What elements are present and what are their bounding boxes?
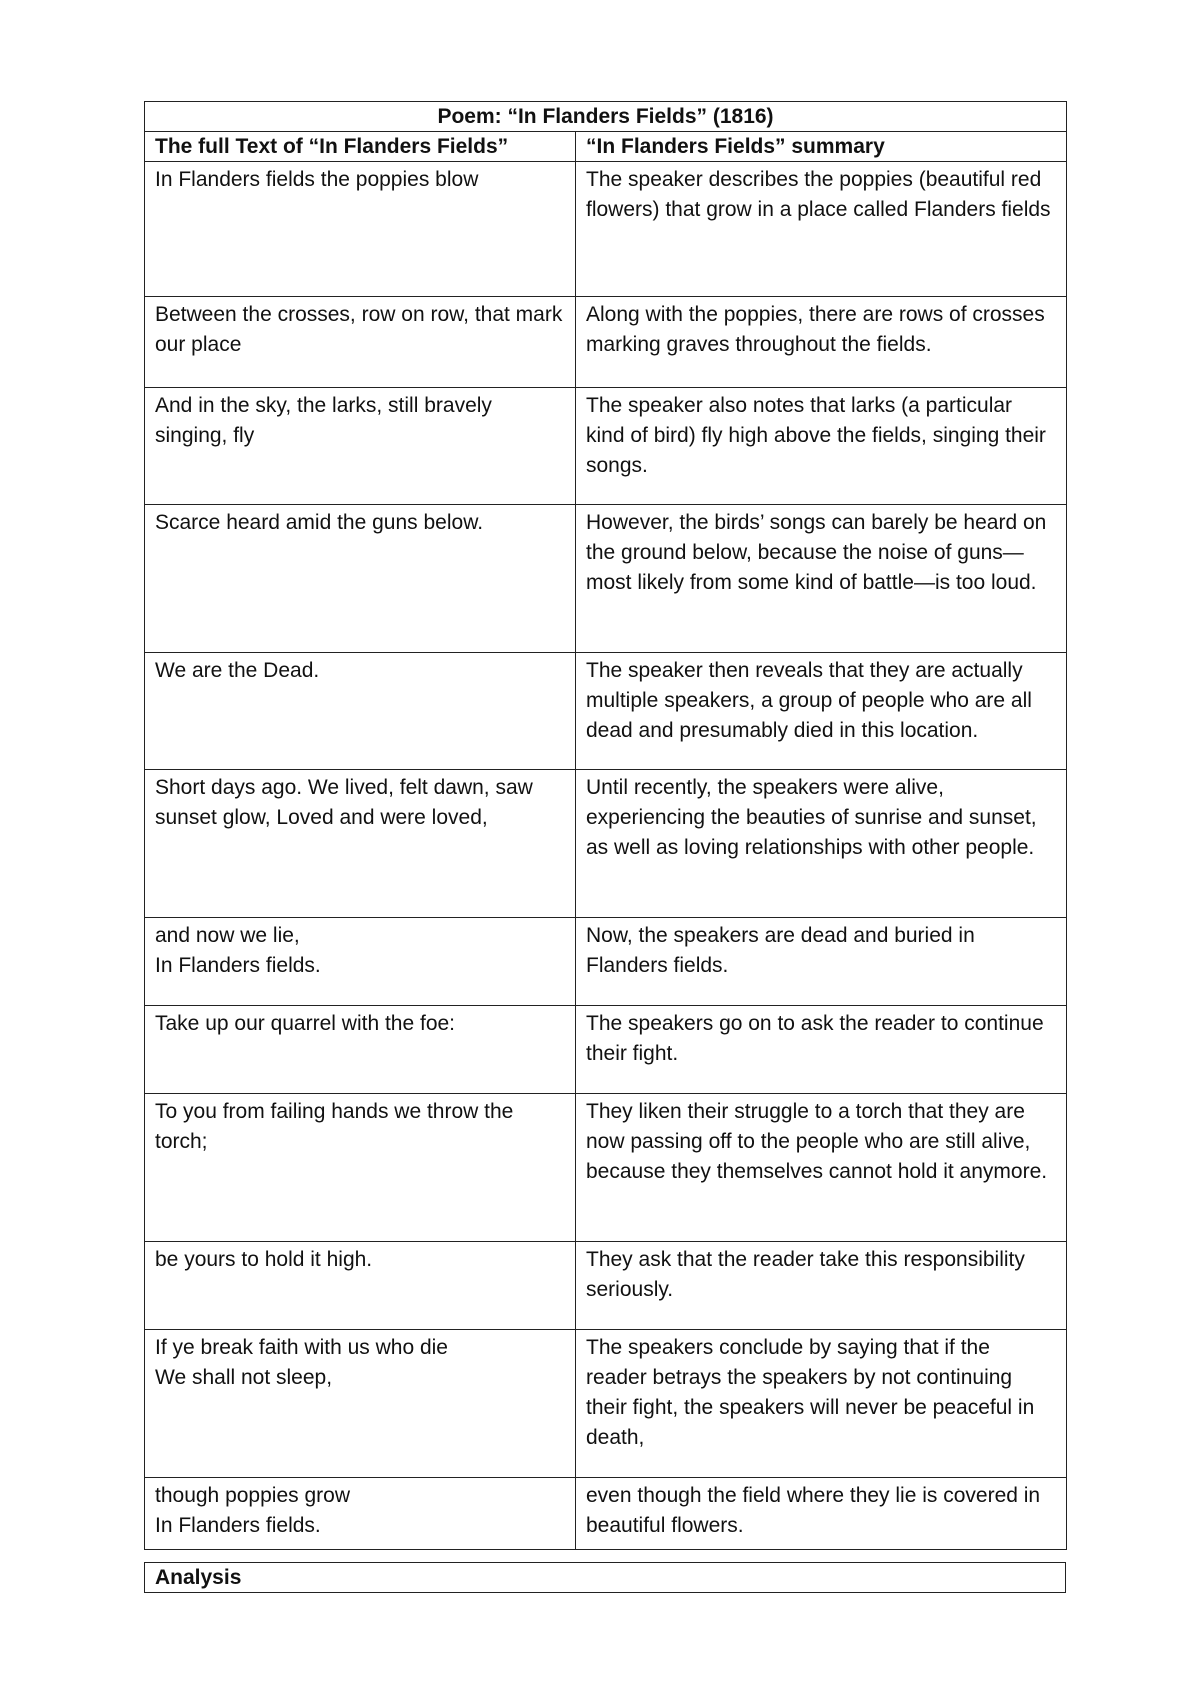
table-row [145,653,1067,770]
poem-line-cell: Short days ago. We lived, felt dawn, saw sunset glow, Loved and were loved, [145,770,576,918]
table-row [145,1330,1067,1478]
poem-line-cell: And in the sky, the larks, still bravely singing, fly [145,388,576,505]
summary-cell: The speaker then reveals that they are actually multiple speakers, a group of people who are all dead and presumably died in this location. [576,653,1067,770]
poem-summary-table [144,101,1067,1550]
poem-line-cell: In Flanders fields the poppies blow [145,162,576,297]
poem-line-cell: though poppies grow In Flanders fields. [145,1478,576,1550]
table-row [145,1478,1067,1550]
summary-cell: The speakers go on to ask the reader to continue their fight. [576,1006,1067,1094]
table-row [145,1094,1067,1242]
table-header-row [145,132,1067,162]
table-row [145,1242,1067,1330]
table-row [145,918,1067,1006]
poem-line-cell: and now we lie, In Flanders fields. [145,918,576,1006]
poem-line-cell: To you from failing hands we throw the torch; [145,1094,576,1242]
table-row [145,162,1067,297]
poem-line-cell: We are the Dead. [145,653,576,770]
poem-line-cell: If ye break faith with us who die We shall not sleep, [145,1330,576,1478]
summary-cell: The speakers conclude by saying that if the reader betrays the speakers by not continuing their fight, the speakers will never be peaceful in death, [576,1330,1067,1478]
analysis-heading: Analysis [145,1563,1066,1593]
poem-line-cell: be yours to hold it high. [145,1242,576,1330]
summary-cell: even though the field where they lie is covered in beautiful flowers. [576,1478,1067,1550]
table-row [145,770,1067,918]
summary-cell: Along with the poppies, there are rows of crosses marking graves throughout the fields. [576,297,1067,388]
summary-cell: The speaker describes the poppies (beautiful red flowers) that grow in a place called Flanders fields [576,162,1067,297]
column-header-summary: “In Flanders Fields” summary [576,132,1067,162]
summary-cell: They ask that the reader take this responsibility seriously. [576,1242,1067,1330]
analysis-table [144,1562,1066,1593]
summary-cell: They liken their struggle to a torch that they are now passing off to the people who are still alive, because they themselves cannot hold it anymore. [576,1094,1067,1242]
table-row [145,297,1067,388]
table-row [145,505,1067,653]
poem-line-cell: Take up our quarrel with the foe: [145,1006,576,1094]
summary-cell: The speaker also notes that larks (a particular kind of bird) fly high above the fields, singing their songs. [576,388,1067,505]
column-header-full-text: The full Text of “In Flanders Fields” [145,132,576,162]
summary-cell: Until recently, the speakers were alive, experiencing the beauties of sunrise and sunset, as well as loving relationships with other people. [576,770,1067,918]
poem-line-cell: Scarce heard amid the guns below. [145,505,576,653]
table-row [145,388,1067,505]
table-title: Poem: “In Flanders Fields” (1816) [145,102,1067,132]
analysis-header-row [145,1563,1066,1593]
poem-line-cell: Between the crosses, row on row, that mark our place [145,297,576,388]
summary-cell: However, the birds’ songs can barely be heard on the ground below, because the noise of guns—most likely from some kind of battle—is too loud. [576,505,1067,653]
table-title-row [145,102,1067,132]
table-row [145,1006,1067,1094]
summary-cell: Now, the speakers are dead and buried in Flanders fields. [576,918,1067,1006]
